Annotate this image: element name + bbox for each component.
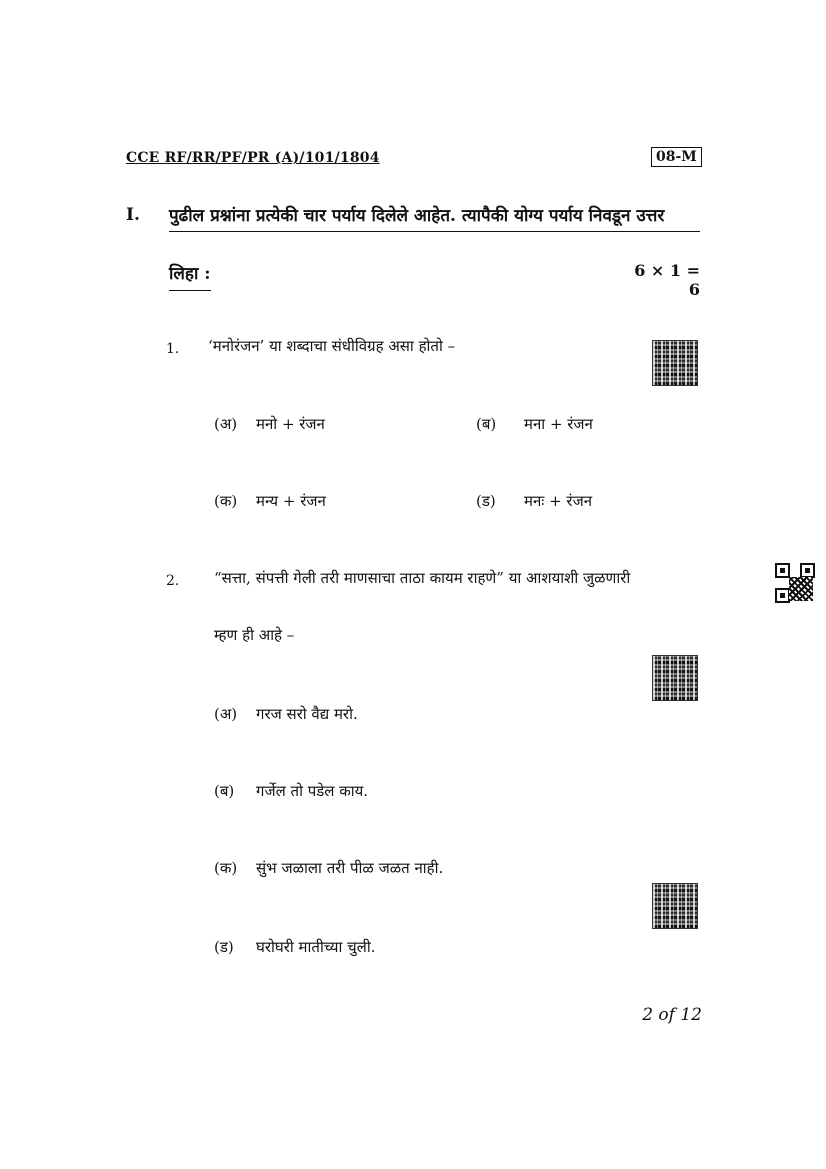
q2-option-c-text: सुंभ जळाला तरी पीळ जळत नाही. xyxy=(256,859,444,877)
q2-option-d-label: (ड) xyxy=(214,938,234,956)
q2-option-a-text: गरज सरो वैद्य मरो. xyxy=(256,705,358,723)
q2-option-a-label: (अ) xyxy=(214,705,238,723)
q2-option-c-label: (क) xyxy=(214,859,238,877)
q2-option-b-text: गर्जेल तो पडेल काय. xyxy=(256,782,369,800)
q2-option-d-text: घरोघरी मातीच्या चुली. xyxy=(256,938,376,956)
qr-code-icon xyxy=(652,655,698,701)
q2-option-b-label: (ब) xyxy=(214,782,235,800)
section-instruction-line1: पुढील प्रश्नांना प्रत्येकी चार पर्याय दिलेले आहेत. त्यापैकी योग्य पर्याय निवडून उत्तर xyxy=(169,203,700,232)
question-2-text-line1: “सत्ता, संपत्ती गेली तरी माणसाचा ताठा कायम राहणे” या आशयाशी जुळणारी xyxy=(214,569,631,587)
page-number: 2 of 12 xyxy=(642,1005,702,1025)
q1-option-b-text: मना + रंजन xyxy=(524,415,593,433)
q1-option-a-text: मनो + रंजन xyxy=(256,415,325,433)
section-marks: 6 × 1 = 6 xyxy=(634,261,700,299)
q1-option-c-text: मन्य + रंजन xyxy=(256,492,326,510)
q1-option-a-label: (अ) xyxy=(214,415,238,433)
question-1-number: 1. xyxy=(166,341,180,357)
q1-option-b-label: (ब) xyxy=(476,415,497,433)
question-2-number: 2. xyxy=(166,573,180,589)
side-qr-code-icon xyxy=(775,563,815,603)
section-number: I. xyxy=(126,205,140,225)
question-1-text: ‘मनोरंजन’ या शब्दाचा संधीविग्रह असा होतो – xyxy=(208,337,456,355)
q1-option-d-label: (ड) xyxy=(476,492,496,510)
section-instruction-line2: लिहा : xyxy=(169,261,211,291)
qr-code-icon xyxy=(652,340,698,386)
q1-option-d-text: मनः + रंजन xyxy=(524,492,593,510)
paper-code-header: CCE RF/RR/PF/PR (A)/101/1804 xyxy=(126,150,380,166)
paper-code-box: 08-M xyxy=(651,147,702,167)
qr-code-icon xyxy=(652,883,698,929)
question-2-text-line2: म्हण ही आहे – xyxy=(214,626,295,644)
q1-option-c-label: (क) xyxy=(214,492,238,510)
